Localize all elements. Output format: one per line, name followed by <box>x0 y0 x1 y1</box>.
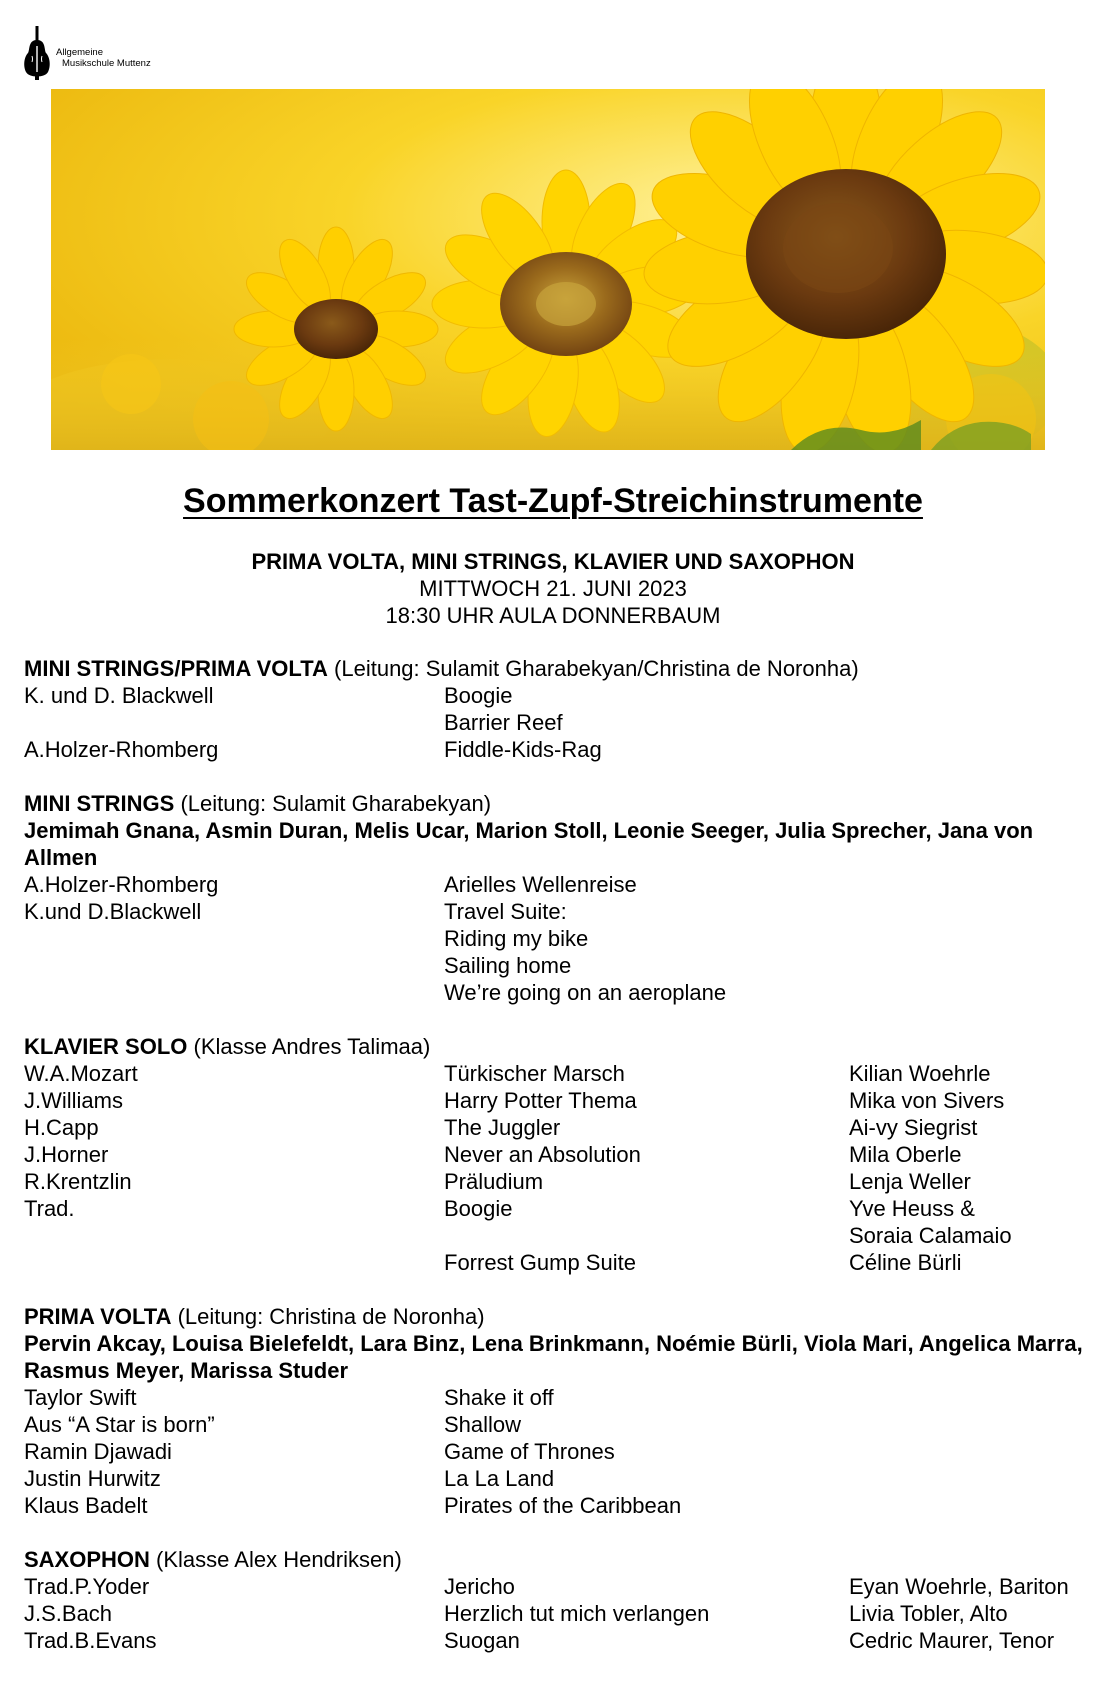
double-bass-icon <box>22 26 52 80</box>
section-note: (Leitung: Christina de Noronha) <box>171 1304 485 1329</box>
program-row <box>24 1492 1094 1519</box>
performer-cell: Cedric Maurer, Tenor <box>849 1628 1055 1653</box>
piece-cell: Sailing home <box>444 953 572 978</box>
program-row <box>24 1222 1094 1249</box>
piece-cell: Travel Suite: <box>444 899 567 924</box>
program-row <box>24 1573 1094 1600</box>
composer-cell: K.und D.Blackwell <box>24 899 202 924</box>
performer-cell <box>849 736 1094 763</box>
school-logo <box>22 26 151 80</box>
composer-cell: Aus “A Star is born” <box>24 1412 215 1437</box>
program-section <box>24 1303 1094 1519</box>
section-name: MINI STRINGS/PRIMA VOLTA <box>24 656 328 681</box>
composer-cell: Taylor Swift <box>24 1385 137 1410</box>
piece-cell: Barrier Reef <box>444 710 563 735</box>
composer-cell <box>24 1249 444 1276</box>
section-name: MINI STRINGS <box>24 791 175 816</box>
performer-list: Jemimah Gnana, Asmin Duran, Melis Ucar, Marion Stoll, Leonie Seeger, Julia Sprecher, Jana von Allmen <box>24 818 1034 870</box>
performer-cell: Soraia Calamaio <box>849 1223 1012 1248</box>
piece-cell: Forrest Gump Suite <box>444 1250 636 1275</box>
performer-cell: Yve Heuss & <box>849 1196 975 1221</box>
composer-cell: Trad.B.Evans <box>24 1628 157 1653</box>
performer-cell <box>849 898 1094 925</box>
program-row <box>24 1627 1094 1654</box>
performer-cell <box>849 1465 1094 1492</box>
performer-cell <box>849 871 1094 898</box>
section-name: SAXOPHON <box>24 1547 150 1572</box>
program-section <box>24 1033 1094 1276</box>
piece-cell <box>444 1222 849 1249</box>
section-note: (Leitung: Sulamit Gharabekyan/Christina de Noronha) <box>327 656 859 681</box>
piece-cell: Boogie <box>444 683 513 708</box>
piece-cell: Shake it off <box>444 1385 554 1410</box>
piece-cell: Shallow <box>444 1412 522 1437</box>
piece-cell: Präludium <box>444 1169 544 1194</box>
piece-cell: Boogie <box>444 1196 513 1221</box>
program-row <box>24 1114 1094 1141</box>
composer-cell: A.Holzer-Rhomberg <box>24 872 219 897</box>
piece-cell: Türkischer Marsch <box>444 1061 625 1086</box>
performer-cell <box>849 952 1094 979</box>
program-row <box>24 1195 1094 1222</box>
program-row <box>24 871 1094 898</box>
performer-cell <box>849 1411 1094 1438</box>
piece-cell: Game of Thrones <box>444 1439 615 1464</box>
program-row <box>24 709 1094 736</box>
program-row <box>24 1060 1094 1087</box>
section-heading <box>24 790 1094 817</box>
piece-cell: Jericho <box>444 1574 515 1599</box>
composer-cell: H.Capp <box>24 1115 99 1140</box>
piece-cell: Riding my bike <box>444 926 589 951</box>
composer-cell <box>24 952 444 979</box>
program-row <box>24 1168 1094 1195</box>
program-section <box>24 1546 1094 1654</box>
section-heading <box>24 655 1094 682</box>
event-subtitle: PRIMA VOLTA, MINI STRINGS, KLAVIER UND SAXOPHON <box>251 549 855 574</box>
performer-cell: Ai-vy Siegrist <box>849 1115 978 1140</box>
program-list <box>24 655 1094 1681</box>
performer-cell <box>849 682 1094 709</box>
performer-cell <box>849 979 1094 1006</box>
composer-cell <box>24 979 444 1006</box>
composer-cell: Trad. <box>24 1196 75 1221</box>
composer-cell: J.Horner <box>24 1142 109 1167</box>
program-row <box>24 1411 1094 1438</box>
program-row <box>24 736 1094 763</box>
program-section <box>24 655 1094 763</box>
composer-cell: K. und D. Blackwell <box>24 683 214 708</box>
performer-cell <box>849 1384 1094 1411</box>
section-heading <box>24 1546 1094 1573</box>
performer-list: Pervin Akcay, Louisa Bielefeldt, Lara Binz, Lena Brinkmann, Noémie Bürli, Viola Mari, Angelica Marra, Rasmus Meyer, Marissa Studer <box>24 1331 1083 1383</box>
section-heading <box>24 1303 1094 1330</box>
piece-cell: Herzlich tut mich verlangen <box>444 1601 710 1626</box>
logo-line-1: Allgemeine <box>56 47 103 58</box>
section-name: PRIMA VOLTA <box>24 1304 172 1329</box>
composer-cell: Ramin Djawadi <box>24 1439 172 1464</box>
section-name: KLAVIER SOLO <box>24 1034 188 1059</box>
piece-cell: Suogan <box>444 1628 520 1653</box>
performer-cell: Livia Tobler, Alto <box>849 1601 1008 1626</box>
performer-cell: Eyan Woehrle, Bariton <box>849 1574 1069 1599</box>
performer-cell: Céline Bürli <box>849 1250 962 1275</box>
performer-cell: Mika von Sivers <box>849 1088 1005 1113</box>
composer-cell: J.Williams <box>24 1088 123 1113</box>
composer-cell <box>24 709 444 736</box>
piece-cell: La La Land <box>444 1466 555 1491</box>
piece-cell: The Juggler <box>444 1115 561 1140</box>
performer-cell: Lenja Weller <box>849 1169 971 1194</box>
piece-cell: Harry Potter Thema <box>444 1088 637 1113</box>
program-section <box>24 790 1094 1006</box>
piece-cell: Pirates of the Caribbean <box>444 1493 682 1518</box>
section-note: (Klasse Alex Hendriksen) <box>149 1547 402 1572</box>
performer-cell: Mila Oberle <box>849 1142 962 1167</box>
piece-cell: Arielles Wellenreise <box>444 872 637 897</box>
performer-cell <box>849 925 1094 952</box>
event-info <box>0 548 1106 629</box>
program-row <box>24 1141 1094 1168</box>
program-row <box>24 952 1094 979</box>
program-row <box>24 682 1094 709</box>
composer-cell: A.Holzer-Rhomberg <box>24 737 219 762</box>
piece-cell: We’re going on an aeroplane <box>444 980 727 1005</box>
program-row <box>24 898 1094 925</box>
logo-line-2: Musikschule Muttenz <box>62 58 151 69</box>
event-date: MITTWOCH 21. JUNI 2023 <box>419 576 687 601</box>
section-note: (Klasse Andres Talimaa) <box>187 1034 431 1059</box>
program-row <box>24 925 1094 952</box>
sunflower-banner <box>51 89 1045 450</box>
composer-cell: Klaus Badelt <box>24 1493 148 1518</box>
composer-cell: Trad.P.Yoder <box>24 1574 150 1599</box>
performer-cell: Kilian Woehrle <box>849 1061 991 1086</box>
section-note: (Leitung: Sulamit Gharabekyan) <box>174 791 492 816</box>
program-row <box>24 979 1094 1006</box>
section-heading <box>24 1033 1094 1060</box>
composer-cell <box>24 1222 444 1249</box>
composer-cell <box>24 925 444 952</box>
performer-cell <box>849 1492 1094 1519</box>
piece-cell: Never an Absolution <box>444 1142 641 1167</box>
event-time-place: 18:30 UHR AULA DONNERBAUM <box>385 603 721 628</box>
program-row <box>24 1438 1094 1465</box>
page-title: Sommerkonzert Tast-Zupf-Streichinstrumente <box>183 482 923 520</box>
program-row <box>24 1600 1094 1627</box>
composer-cell: R.Krentzlin <box>24 1169 132 1194</box>
composer-cell: J.S.Bach <box>24 1601 113 1626</box>
program-row <box>24 1249 1094 1276</box>
program-row <box>24 1087 1094 1114</box>
composer-cell: W.A.Mozart <box>24 1061 138 1086</box>
performer-cell <box>849 1438 1094 1465</box>
program-row <box>24 1465 1094 1492</box>
piece-cell: Fiddle-Kids-Rag <box>444 737 602 762</box>
program-row <box>24 1384 1094 1411</box>
composer-cell: Justin Hurwitz <box>24 1466 161 1491</box>
performer-cell <box>849 709 1094 736</box>
